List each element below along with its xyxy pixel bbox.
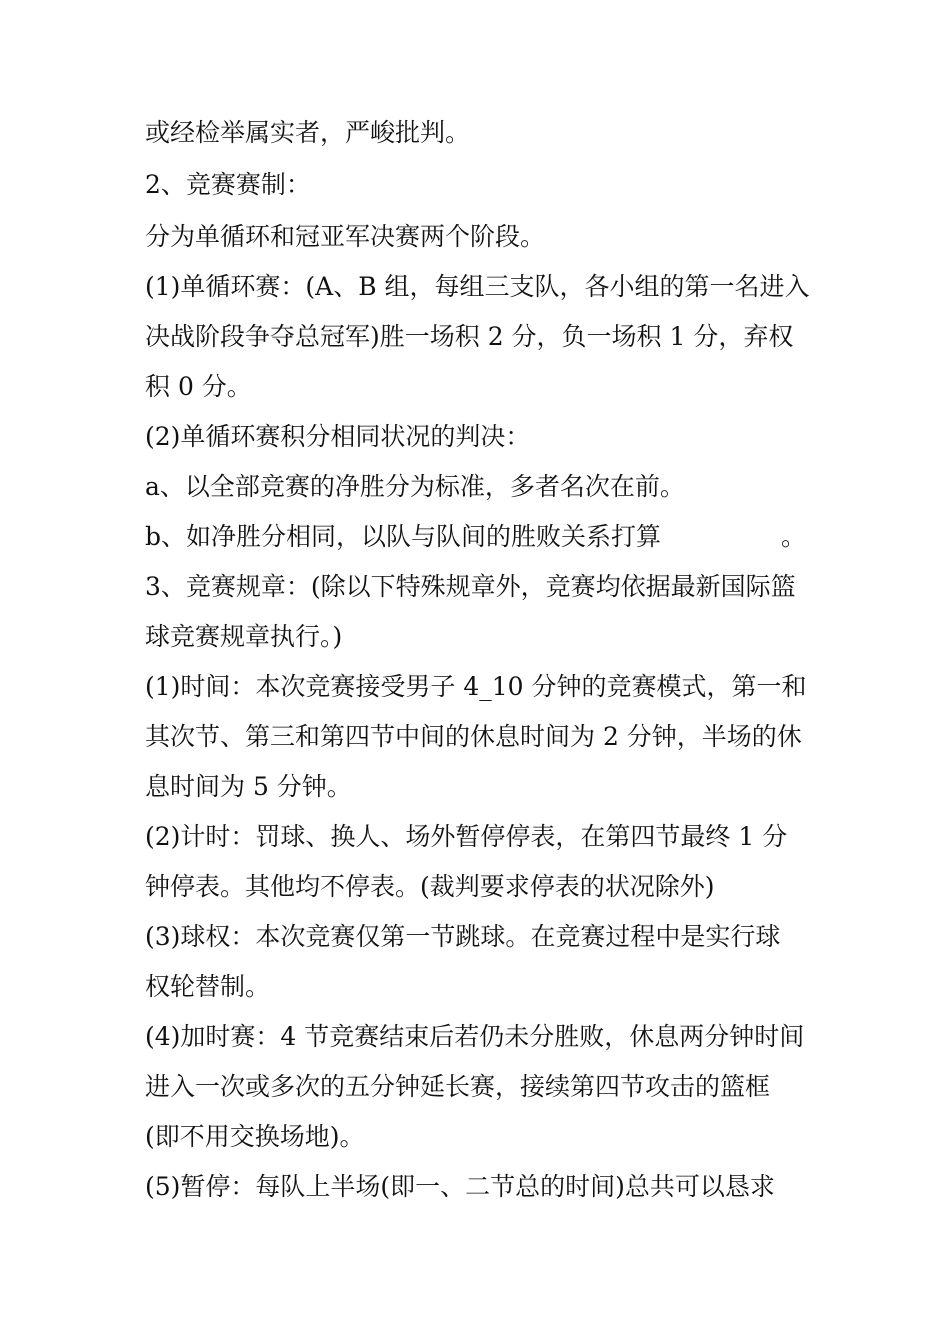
text-line: (1)单循环赛：(A、B 组，每组三支队，各小组的第一名进入 [145, 272, 810, 301]
section-heading: 2、竞赛赛制： [145, 170, 311, 199]
text-line: 积 0 分。 [145, 372, 252, 401]
text-line: 息时间为 5 分钟。 [145, 772, 352, 801]
text-line: 进入一次或多次的五分钟延长赛，接续第四节攻击的篮框 [145, 1072, 771, 1101]
text-line: (5)暂停：每队上半场(即一、二节总的时间)总共可以恳求 [145, 1172, 775, 1201]
text-fragment: b、如净胜分相同，以队与队间的胜败关系打算 [145, 522, 662, 551]
text-line: 权轮替制。 [145, 972, 271, 1001]
text-line: (即不用交换场地)。 [145, 1122, 365, 1151]
text-line: 分为单循环和冠亚军决赛两个阶段。 [145, 222, 546, 251]
text-line: (4)加时赛：4 节竞赛结束后若仍未分胜败，休息两分钟时间 [145, 1022, 805, 1051]
text-line: a、以全部竞赛的净胜分为标准，多者名次在前。 [145, 472, 685, 501]
text-line: (2)计时：罚球、换人、场外暂停停表，在第四节最终 1 分 [145, 822, 788, 851]
text-line: (3)球权：本次竞赛仅第一节跳球。在竞赛过程中是实行球 [145, 922, 781, 951]
text-line: (1)时间：本次竞赛接受男子 4_10 分钟的竞赛模式，第一和 [145, 672, 807, 701]
text-line: 钟停表。其他均不停表。(裁判要求停表的状况除外) [145, 872, 715, 901]
text-line: 或经检举属实者，严峻批判。 [145, 118, 471, 147]
text-line: (2)单循环赛积分相同状况的判决： [145, 422, 531, 451]
text-fragment: 。 [781, 522, 807, 551]
text-line [145, 522, 810, 552]
text-line: 其次节、第三和第四节中间的休息时间为 2 分钟，半场的休 [145, 722, 802, 751]
text-line: 决战阶段争夺总冠军)胜一场积 2 分，负一场积 1 分，弃权 [145, 322, 794, 351]
section-heading: 3、竞赛规章：(除以下特殊规章外，竞赛均依据最新国际篮 [145, 572, 796, 601]
text-line: 球竞赛规章执行。) [145, 622, 343, 651]
